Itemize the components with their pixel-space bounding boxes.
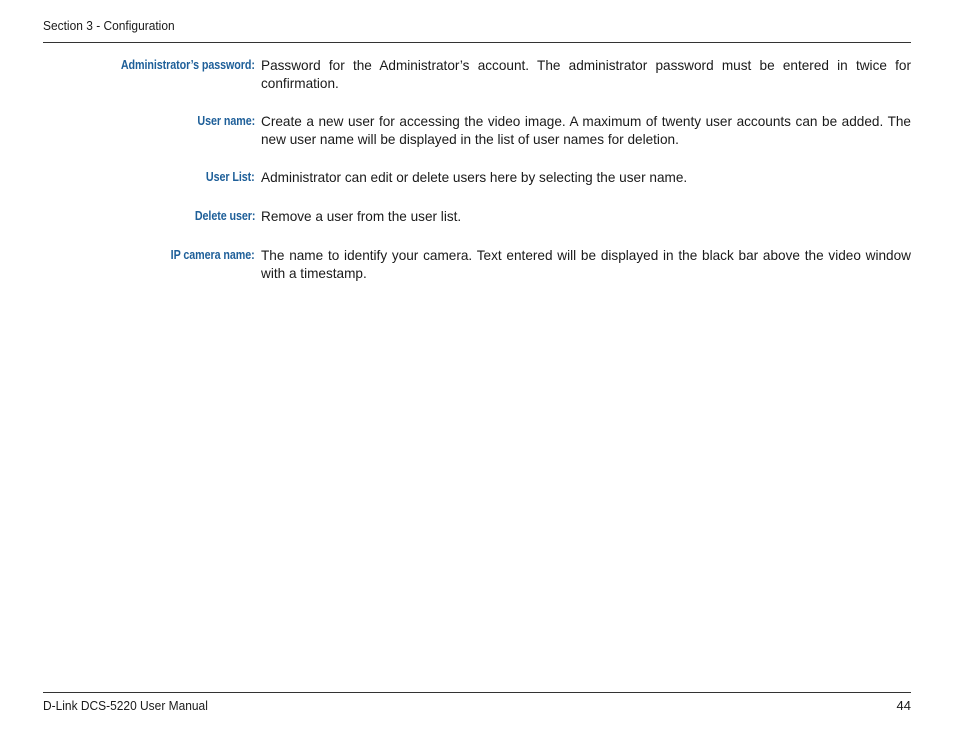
term-text: User name: <box>197 114 255 128</box>
definition-text: Password for the Administrator’s account. The administrator password must be entered in twice for confirmation. <box>261 58 911 91</box>
term-label <box>43 208 255 225</box>
definition-text: Administrator can edit or delete users here by selecting the user name. <box>261 170 688 185</box>
term-text: Administrator’s password: <box>120 58 255 72</box>
term-text: IP camera name: <box>171 248 255 262</box>
term-text: Delete user: <box>194 209 255 223</box>
section-title: Section 3 - Configuration <box>43 18 175 33</box>
header-divider <box>43 42 911 43</box>
term-label <box>43 113 255 130</box>
definition-text: Create a new user for accessing the video image. A maximum of twenty user accounts can be added. The new user name will be displayed in the list of user names for deletion. <box>261 114 911 147</box>
definition-text: Remove a user from the user list. <box>261 209 462 224</box>
term-label <box>43 169 255 186</box>
manual-title: D-Link DCS-5220 User Manual <box>43 698 208 713</box>
term-label <box>43 247 255 264</box>
footer-divider <box>43 692 911 693</box>
term-text: User List: <box>206 170 255 184</box>
term-label <box>43 57 255 74</box>
page-number: 44 <box>896 698 911 713</box>
definition-text: The name to identify your camera. Text entered will be displayed in the black bar above the video window with a timestamp. <box>261 248 911 281</box>
